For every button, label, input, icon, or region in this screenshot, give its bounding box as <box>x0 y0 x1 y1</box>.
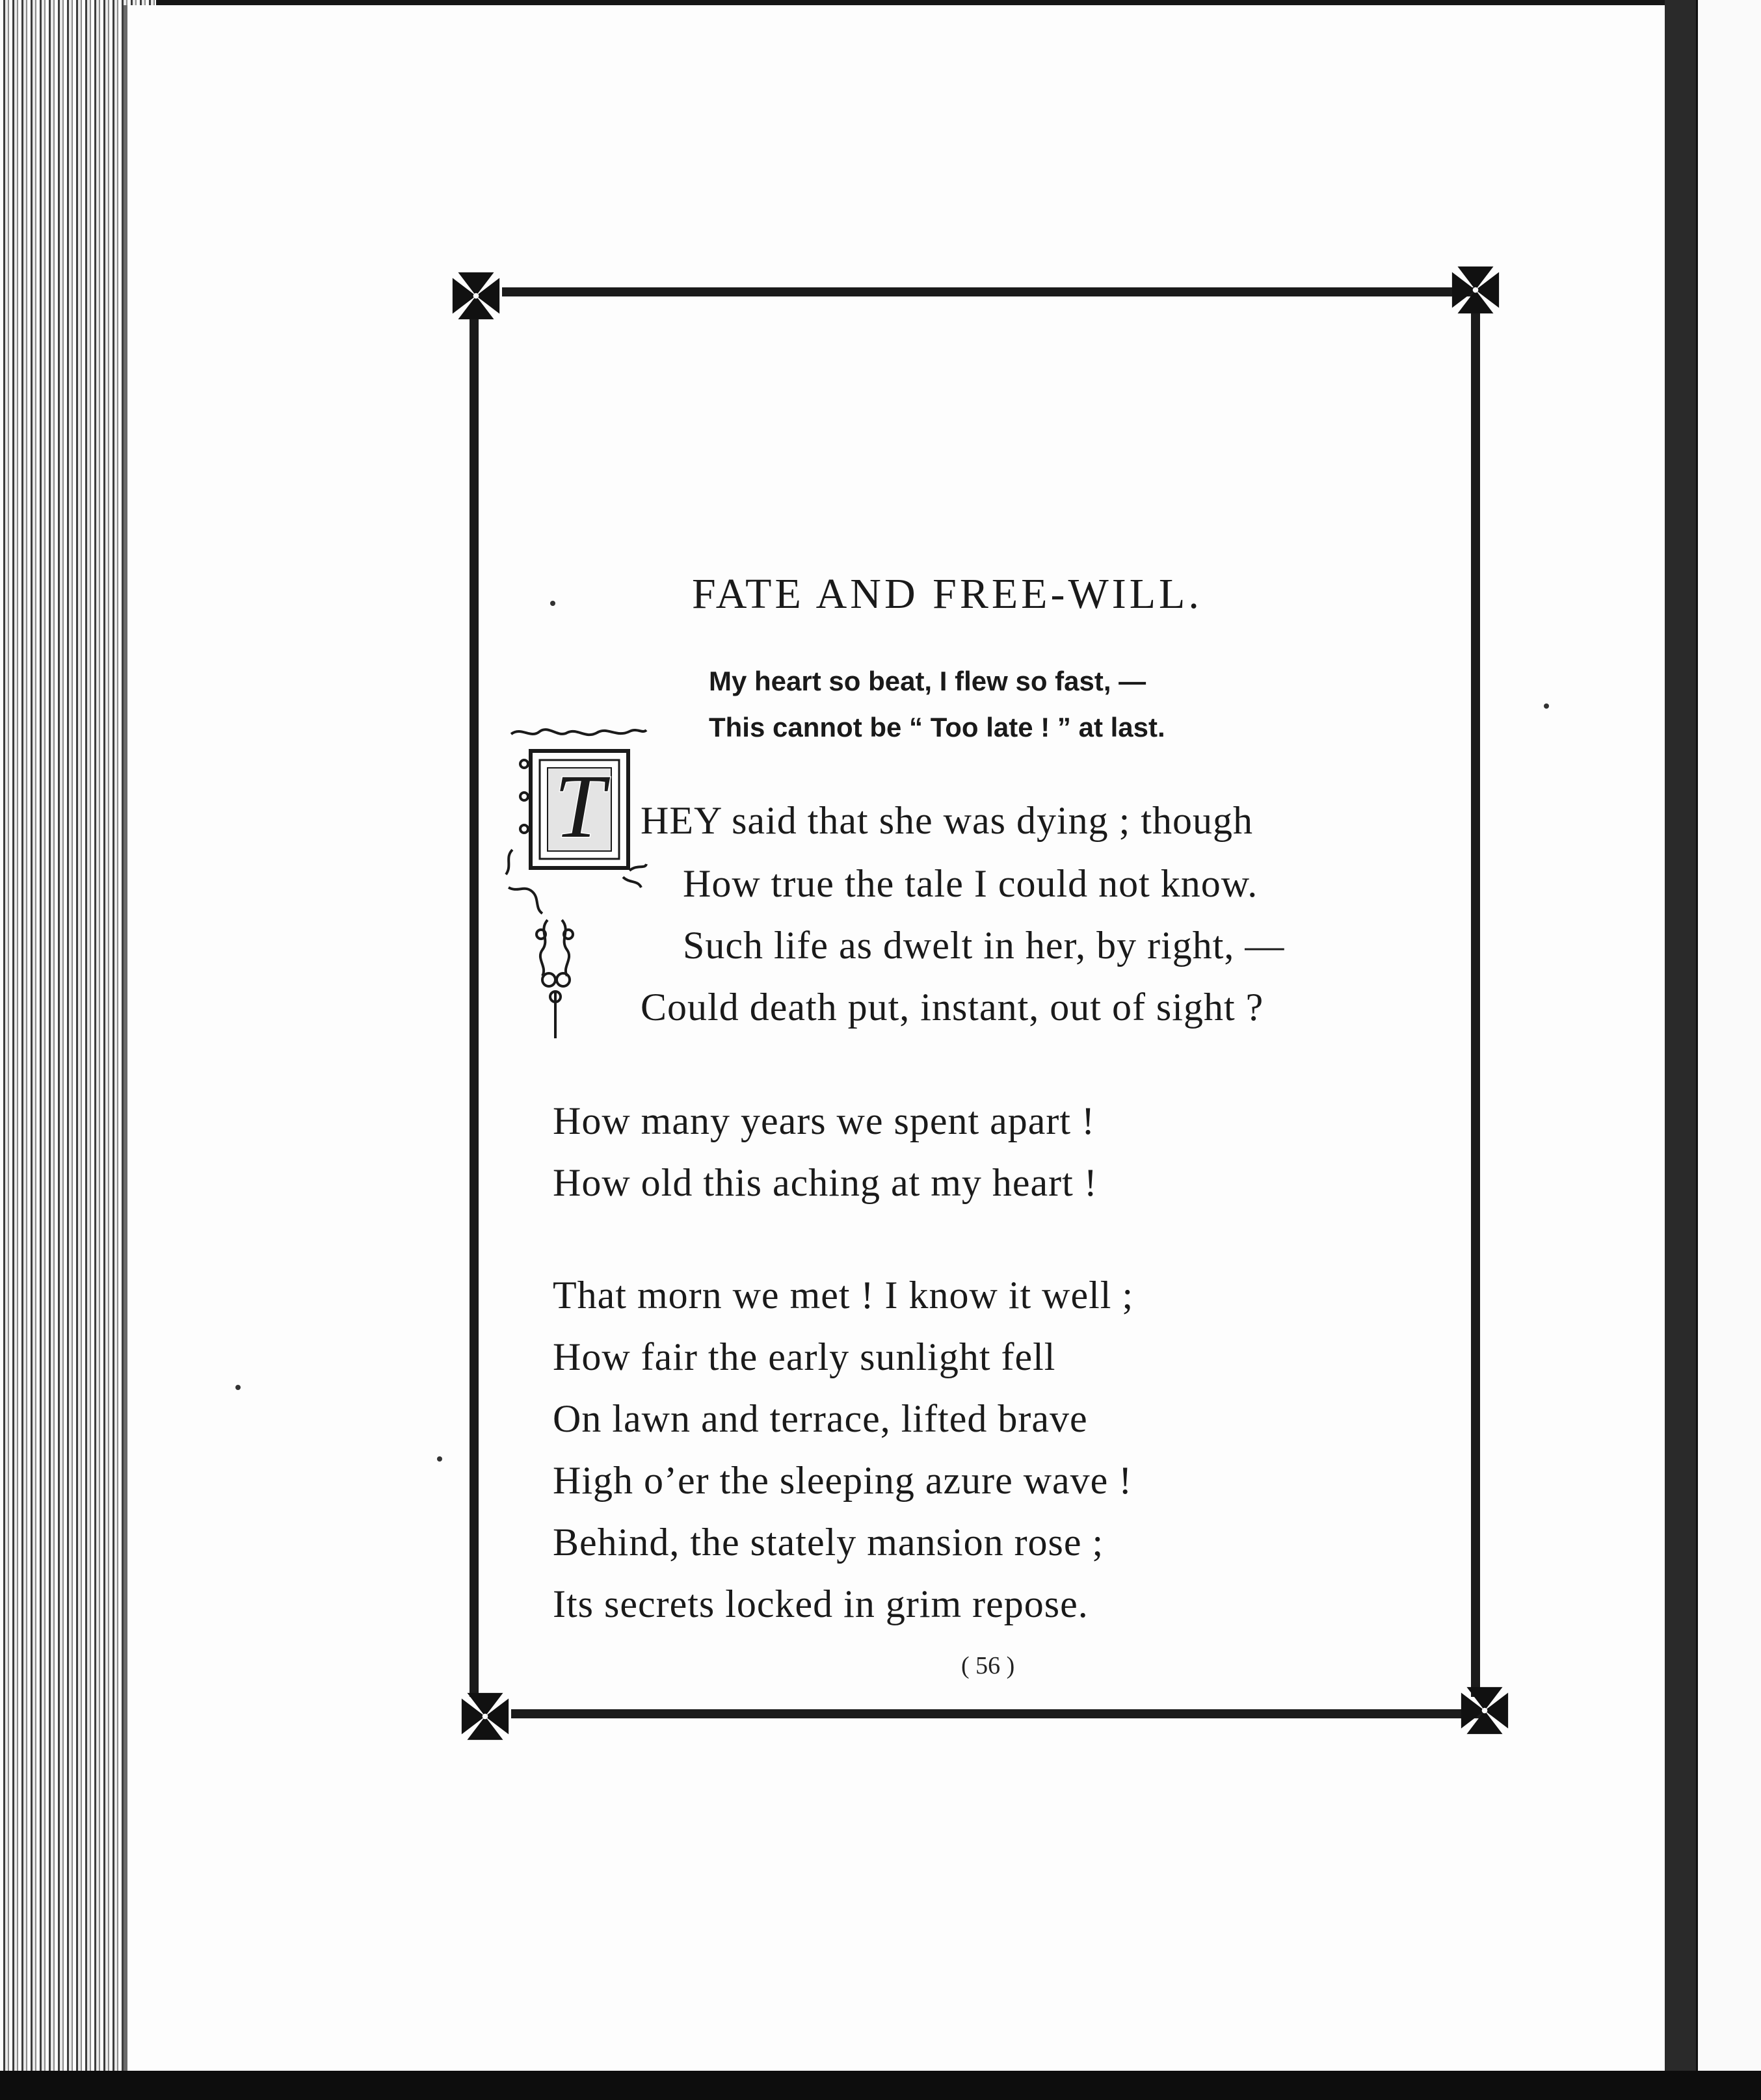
scan-bottom-edge <box>0 2071 1761 2100</box>
frame-bottom-rule <box>511 1709 1487 1718</box>
verse-line: On lawn and terrace, lifted brave <box>553 1397 1088 1440</box>
maltese-cross-icon <box>1457 1683 1513 1739</box>
scan-speck <box>1544 703 1549 709</box>
epigraph-line: This cannot be “ Too late ! ” at last. <box>709 712 1165 742</box>
verse-line: High o’er the sleeping azure wave ! <box>553 1459 1133 1502</box>
drop-cap-letter: T <box>554 756 605 857</box>
illuminated-drop-cap <box>502 725 650 1050</box>
verse-line: HEY said that she was dying ; though <box>641 799 1254 842</box>
frame-left-rule <box>470 312 479 1697</box>
verse-line: Behind, the stately mansion rose ; <box>553 1521 1104 1564</box>
verse-line: How old this aching at my heart ! <box>553 1161 1098 1204</box>
verse-line: How many years we spent apart ! <box>553 1099 1096 1142</box>
page-sheet <box>124 5 1669 2071</box>
maltese-cross-icon <box>1448 262 1503 318</box>
maltese-cross-icon <box>457 1688 513 1744</box>
page-number: ( 56 ) <box>961 1652 1015 1679</box>
drop-cap-ornament-icon <box>502 725 650 1050</box>
verse-line: Could death put, instant, out of sight ? <box>641 986 1264 1029</box>
verse-line: Its secrets locked in grim repose. <box>553 1582 1089 1625</box>
scan-speck <box>235 1385 241 1390</box>
scan-speck <box>437 1456 442 1462</box>
verse-line: How true the tale I could not know. <box>683 862 1258 905</box>
scan-speck <box>550 601 555 606</box>
poem-title: FATE AND FREE-WILL. <box>692 570 1202 618</box>
verse-line: That morn we met ! I know it well ; <box>553 1274 1134 1317</box>
epigraph-line: My heart so beat, I flew so fast, — <box>709 666 1146 696</box>
maltese-cross-icon <box>448 268 504 324</box>
verse-line: Such life as dwelt in her, by right, — <box>683 924 1285 967</box>
frame-right-rule <box>1471 306 1480 1697</box>
verse-line: How fair the early sunlight fell <box>553 1335 1056 1378</box>
book-spine <box>1665 0 1696 2071</box>
scan-background <box>1696 0 1761 2071</box>
frame-top-rule <box>502 287 1477 296</box>
